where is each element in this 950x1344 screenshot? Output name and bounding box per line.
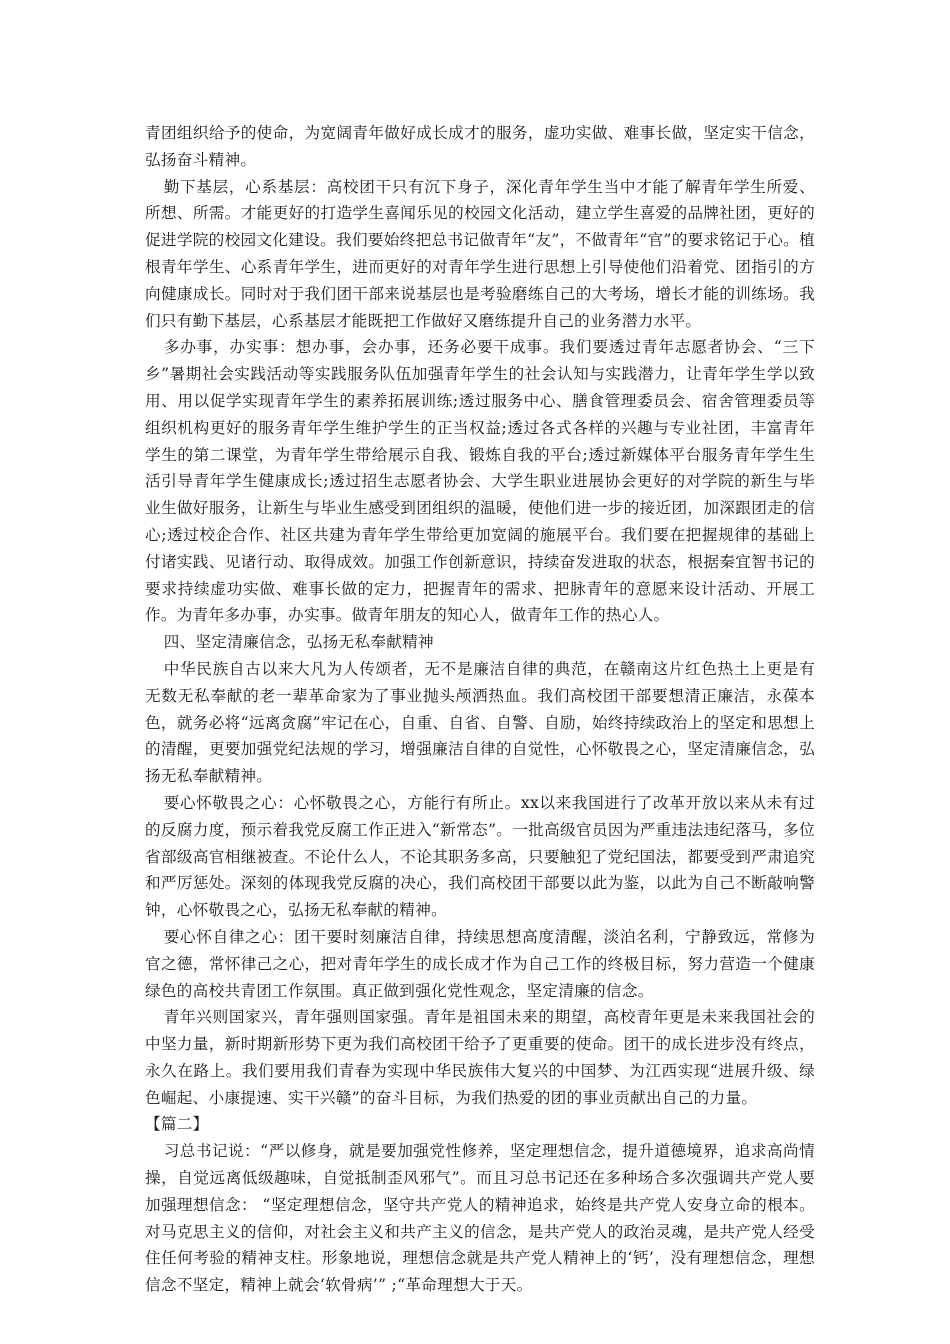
paragraph-practical-work: 多办事，办实事：想办事，会办事，还务必要干成事。我们要透过青年志愿者协会、“三下乡”暑期社会实践活动等实践服务队伍加强青年学生的社会认知与实践潜力，让青年学生学以致用、用以促学实现青年学生的素养拓展训练;透过服务中心、膳食管理委员会、宿舍管理委员等组织机构更好的服务青年学生维护学生的正当权益;透过各式各样的兴趣与专业社团，丰富青年学生的第二课堂，为青年学生带给展示自我、锻炼自我的平台;透过新媒体平台服务青年学生生活引导青年学生健康成长;透过招生志愿者协会、大学生职业进展协会更好的对学院的新生与毕业生做好服务，让新生与毕业生感受到团组织的温暖，使他们进一步的接近团，加深跟团走的信心;透过校企合作、社区共建为青年学生带给更加宽阔的施展平台。我们要在把握规律的基础上付诸实践、见诸行动、取得成效。加强工作创新意识，持续奋发进取的状态，根据秦宜智书记的要求持续虚功实做、难事长做的定力，把握青年的需求、把脉青年的意愿来设计活动、开展工作。为青年多办事，办实事。做青年朋友的知心人，做青年工作的热心人。: [145, 338, 815, 625]
paragraph-youth-country: 青年兴则国家兴，青年强则国家强。青年是祖国未来的期望，高校青年更是未来我国社会的中坚力量，新时期新形势下更为我们高校团干给予了更重要的使命。团干的成长进步没有终点，永久在路上。我们要用我们青春为实现中华民族伟大复兴的中国梦、为江西实现“进展升级、绿色崛起、小康提速、实干兴赣”的奋斗目标，为我们热爱的团的事业贡献出自己的力量。: [145, 1008, 815, 1107]
document-body: [145, 120, 815, 1299]
paragraph-continuation: 青团组织给予的使命，为宽阔青年做好成长成才的服务，虚功实做、难事长做，坚定实干信念，弘扬奋斗精神。: [145, 124, 815, 169]
part-two-heading: 【篇二】: [145, 1115, 209, 1134]
paragraph-self-discipline: 要心怀自律之心：团干要时刻廉洁自律，持续思想高度清醒，淡泊名利，宁静致远，常修为官之德，常怀律己之心，把对青年学生的成长成才作为自己工作的终极目标，努力营造一个健康绿色的高校共青团工作氛围。真正做到强化党性观念，坚定清廉的信念。: [145, 927, 815, 1000]
paragraph-grassroots: 勤下基层，心系基层：高校团干只有沉下身子，深化青年学生当中才能了解青年学生所爱、所想、所需。才能更好的打造学生喜闻乐见的校园文化活动，建立学生喜爱的品牌社团，更好的促进学院的校园文化建设。我们要始终把总书记做青年“友”，不做青年“官”的要求铭记于心。植根青年学生、心系青年学生，进而更好的对青年学生进行思想上引导使他们沿着党、团指引的方向健康成长。同时对于我们团干部来说基层也是考验磨练自己的大考场，增长才能的训练场。我们只有勤下基层，心系基层才能既把工作做好又磨练提升自己的业务潜力水平。: [145, 177, 815, 330]
paragraph-integrity: 中华民族自古以来大凡为人传颂者，无不是廉洁自律的典范，在赣南这片红色热土上更是有无数无私奉献的老一辈革命家为了事业抛头颅洒热血。我们高校团干部要想清正廉洁，永葆本色，就务必将“远离贪腐”牢记在心，自重、自省、自警、自励，始终持续政治上的坚定和思想上的清醒，更要加强党纪法规的学习，增强廉洁自律的自觉性，心怀敬畏之心，坚定清廉信念，弘扬无私奉献精神。: [145, 659, 815, 786]
paragraph-reverence: 要心怀敬畏之心：心怀敬畏之心，方能行有所止。xx以来我国进行了改革开放以来从未有过的反腐力度，预示着我党反腐工作正进入“新常态”。一批高级官员因为严重违法违纪落马，多位省部级高官相继被查。不论什么人，不论其职务多高，只要触犯了党纪国法，都要受到严肃追究和严厉惩处。深刻的体现我党反腐的决心，我们高校团干部要以此为鉴，以此为自己不断敲响警钟，心怀敬畏之心，弘扬无私奉献的精神。: [145, 793, 815, 920]
paragraph-xi-quote: 习总书记说：“严以修身，就是要加强党性修养，坚定理想信念，提升道德境界，追求高尚情操，自觉远离低级趣味，自觉抵制歪风邪气”。而且习总书记还在多种场合多次强调共产党人要加强理想信念： “坚定理想信念，坚守共产党人的精神追求，始终是共产党人安身立命的根本。对马克思主义的信仰，对社会主义和共产主义的信念，是共产党人的政治灵魂，是共产党人经受住任何考验的精神支柱。形象地说，理想信念就是共产党人精神上的‘钙’，没有理想信念，理想信念不坚定，精神上就会‘软骨病’” ;“革命理想大于天。: [145, 1142, 815, 1295]
section-heading-four: 四、坚定清廉信念，弘扬无私奉献精神: [163, 633, 434, 652]
